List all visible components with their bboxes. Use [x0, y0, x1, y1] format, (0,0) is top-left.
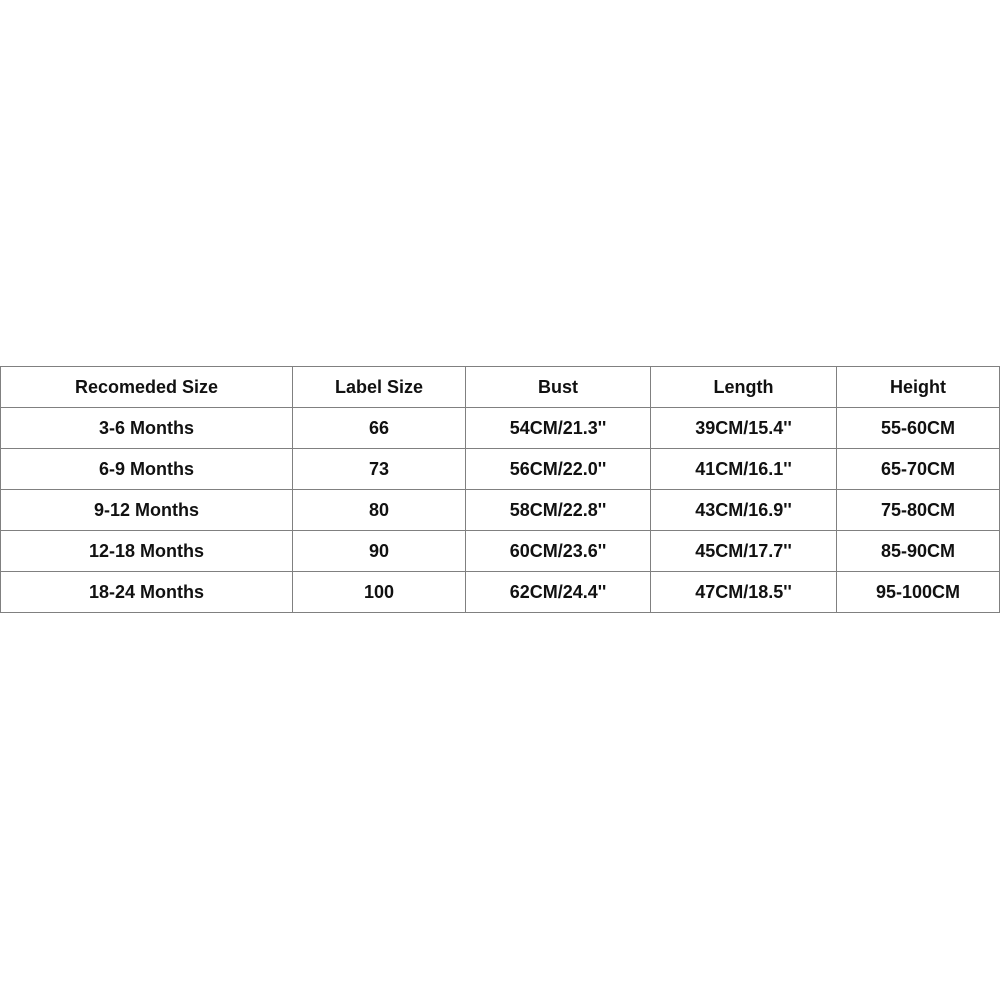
table-body — [1, 408, 1000, 613]
header-length: Length — [651, 367, 837, 408]
cell-recommended-size: 6-9 Months — [1, 449, 293, 490]
table-row — [1, 490, 1000, 531]
cell-recommended-size: 18-24 Months — [1, 572, 293, 613]
cell-bust: 54CM/21.3'' — [466, 408, 651, 449]
cell-bust: 56CM/22.0'' — [466, 449, 651, 490]
cell-label-size: 90 — [293, 531, 466, 572]
cell-height: 85-90CM — [837, 531, 1000, 572]
cell-recommended-size: 12-18 Months — [1, 531, 293, 572]
table-row — [1, 531, 1000, 572]
header-row — [1, 367, 1000, 408]
table-row — [1, 572, 1000, 613]
cell-height: 55-60CM — [837, 408, 1000, 449]
cell-length: 41CM/16.1'' — [651, 449, 837, 490]
cell-height: 95-100CM — [837, 572, 1000, 613]
table-row — [1, 408, 1000, 449]
cell-length: 43CM/16.9'' — [651, 490, 837, 531]
cell-bust: 60CM/23.6'' — [466, 531, 651, 572]
cell-height: 65-70CM — [837, 449, 1000, 490]
cell-length: 47CM/18.5'' — [651, 572, 837, 613]
cell-label-size: 80 — [293, 490, 466, 531]
header-height: Height — [837, 367, 1000, 408]
table-header — [1, 367, 1000, 408]
cell-label-size: 73 — [293, 449, 466, 490]
header-bust: Bust — [466, 367, 651, 408]
cell-label-size: 100 — [293, 572, 466, 613]
table-row — [1, 449, 1000, 490]
size-chart-table — [0, 366, 1000, 613]
cell-bust: 62CM/24.4'' — [466, 572, 651, 613]
cell-height: 75-80CM — [837, 490, 1000, 531]
header-label-size: Label Size — [293, 367, 466, 408]
cell-bust: 58CM/22.8'' — [466, 490, 651, 531]
cell-length: 39CM/15.4'' — [651, 408, 837, 449]
cell-recommended-size: 9-12 Months — [1, 490, 293, 531]
header-recommended-size: Recomeded Size — [1, 367, 293, 408]
cell-length: 45CM/17.7'' — [651, 531, 837, 572]
cell-label-size: 66 — [293, 408, 466, 449]
cell-recommended-size: 3-6 Months — [1, 408, 293, 449]
